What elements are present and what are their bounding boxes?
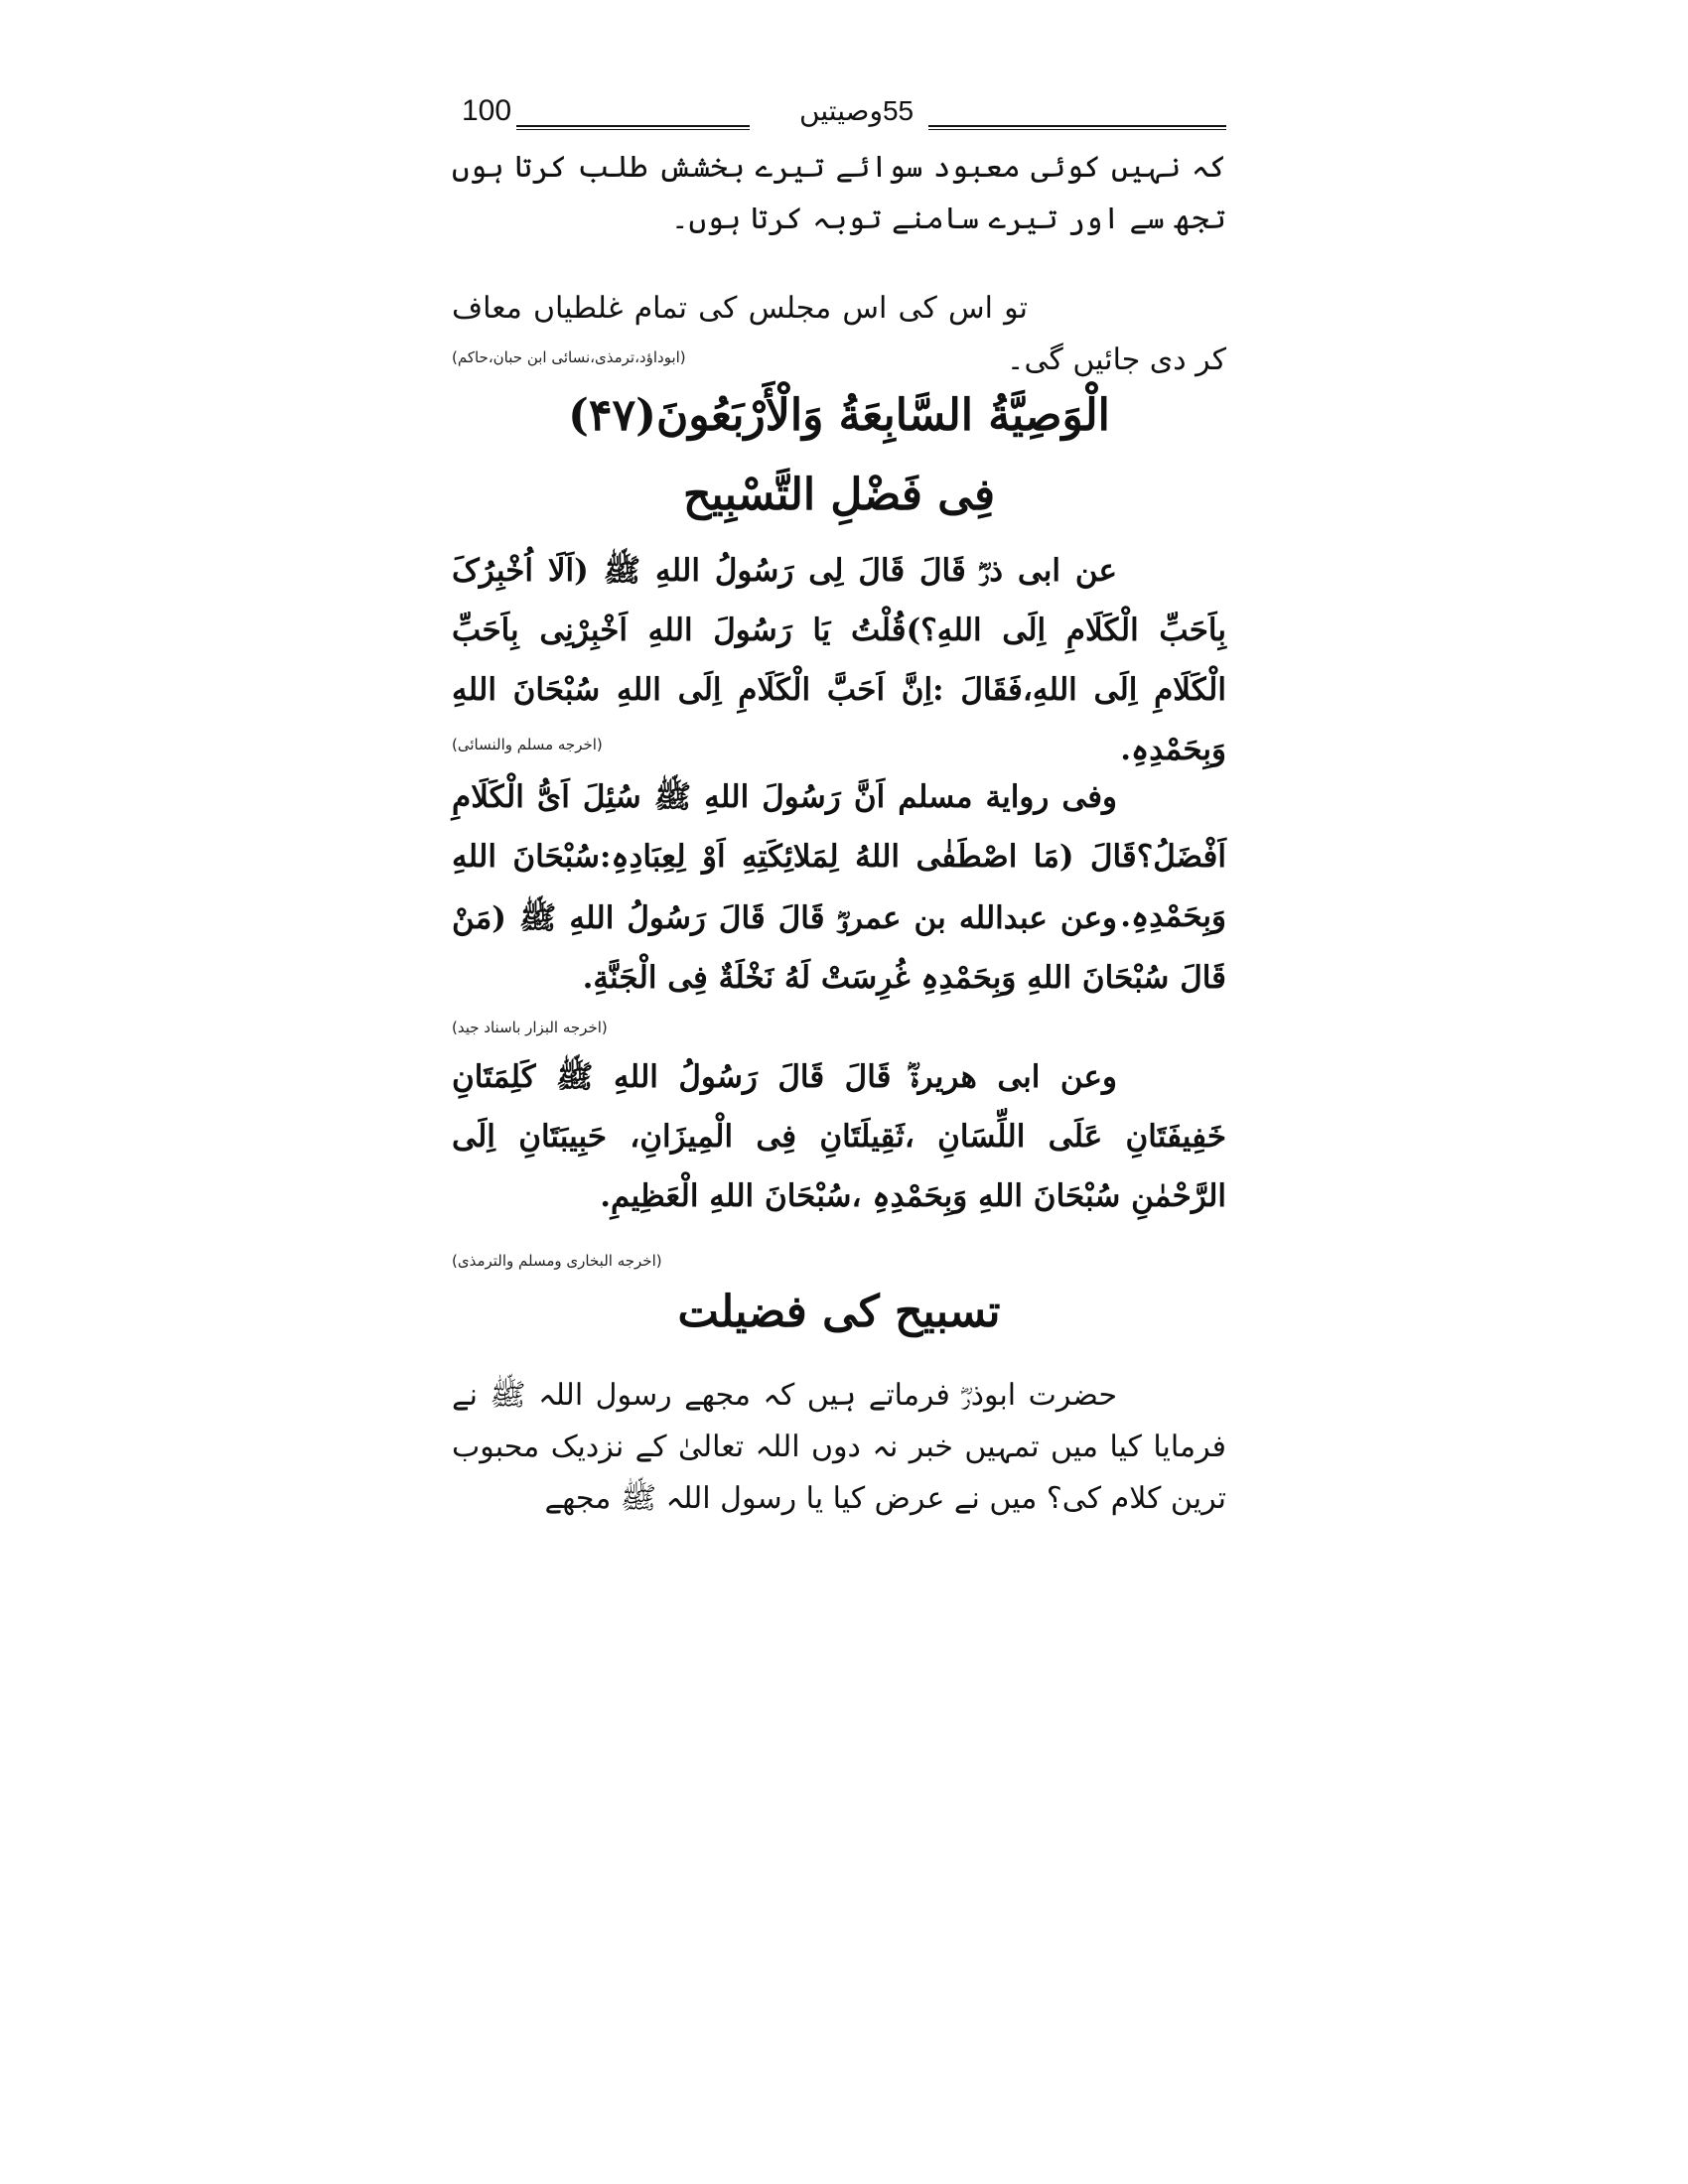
page-header xyxy=(442,94,1236,134)
translation-title: تسبیح کی فضیلت xyxy=(677,1287,1001,1337)
source-citation: (اخرجه البخاری ومسلم والترمذی) xyxy=(452,1252,662,1270)
source-citation: (اخرجه البزار باسناد جید) xyxy=(452,1019,608,1036)
hadith-paragraph: وفی روایة مسلم اَنَّ رَسُولَ اللهِ ﷺ سُئِلَ اَیُّ الْکَلَامِ اَفْضَلُ؟قَالَ (مَا اصْطَفٰی اللهُ لِمَلائِکَتِهِ اَوْ لِعِبَادِہِ:سُبْحَانَ اللهِ وَبِحَمْدِہِ. xyxy=(452,779,1226,934)
header-rule xyxy=(516,125,750,127)
header-rule xyxy=(928,129,1226,130)
document-page xyxy=(442,94,1236,1534)
intro-paragraph: کہ نہیں کوئی معبود سوائے تیرے بخشش طلب کرتا ہوں تجھ سے اور تیرے سامنے توبہ کرتا ہوں۔ xyxy=(452,150,1226,236)
hadith-paragraph: وعن ابی ھریرۃؓ قَالَ قَالَ رَسُولُ اللهِ ﷺ کَلِمَتَانِ خَفِیفَتَانِ عَلَی اللِّسَانِ ،ثَقِیلَتَانِ فِی الْمِیزَانِ، حَبِیبَتَانِ اِلَی الرَّحْمٰنِ سُبْحَانَ اللهِ وَبِحَمْدِہِ ،سُبْحَانَ اللهِ الْعَظِیمِ. xyxy=(452,1059,1226,1214)
section-title: الْوَصِیَّةُ السَّابِعَةُ وَالْأَرْبَعُونَ(۴۷) xyxy=(568,390,1110,441)
source-citation: (ابوداؤد،ترمذی،نسائی ابن حبان،حاکم) xyxy=(452,348,686,366)
header-rule xyxy=(928,125,1226,127)
intro-conclusion: تو اس کی اس مجلس کی تمام غلطیاں معاف کر دی جائیں گی۔ xyxy=(452,291,1226,377)
hadith-paragraph: عن ابی ذرؓ قَالَ قَالَ لِی رَسُولُ اللهِ ﷺ (اَلَا اُخْبِرُکَ بِاَحَبِّ الْکَلَامِ اِلَی اللهِ؟)قُلْتُ یَا رَسُولَ اللهِ اَخْبِرْنِی بِاَحَبِّ الْکَلَامِ اِلَی اللهِ،فَقَالَ :اِنَّ اَحَبَّ الْکَلَامِ اِلَی اللهِ سُبْحَانَ اللهِ وَبِحَمْدِہِ. xyxy=(452,553,1226,767)
hadith-paragraph: وعن عبدالله بن عمروؓ قَالَ قَالَ رَسُولُ اللهِ ﷺ (مَنْ قَالَ سُبْحَانَ اللهِ وَبِحَمْدِہِ غُرِسَتْ لَهُ نَخْلَةٌ فِی الْجَنَّةِ. xyxy=(452,900,1226,996)
page-number: 100 xyxy=(462,94,512,127)
translation-paragraph: حضرت ابوذرؓ فرماتے ہیں کہ مجھے رسول اللہ ﷺ نے فرمایا کیا میں تمہیں خبر نہ دوں اللہ تعالیٰ کے نزدیک محبوب ترین کلام کی؟ میں نے عرض کیا یا رسول اللہ ﷺ مجھے xyxy=(452,1378,1226,1516)
source-citation: (اخرجه مسلم والنسائی) xyxy=(452,736,603,753)
header-rule xyxy=(516,129,750,130)
book-title: 55وصیتیں xyxy=(799,95,914,126)
section-subtitle: فِی فَضْلِ التَّسْبِیح xyxy=(683,470,995,520)
